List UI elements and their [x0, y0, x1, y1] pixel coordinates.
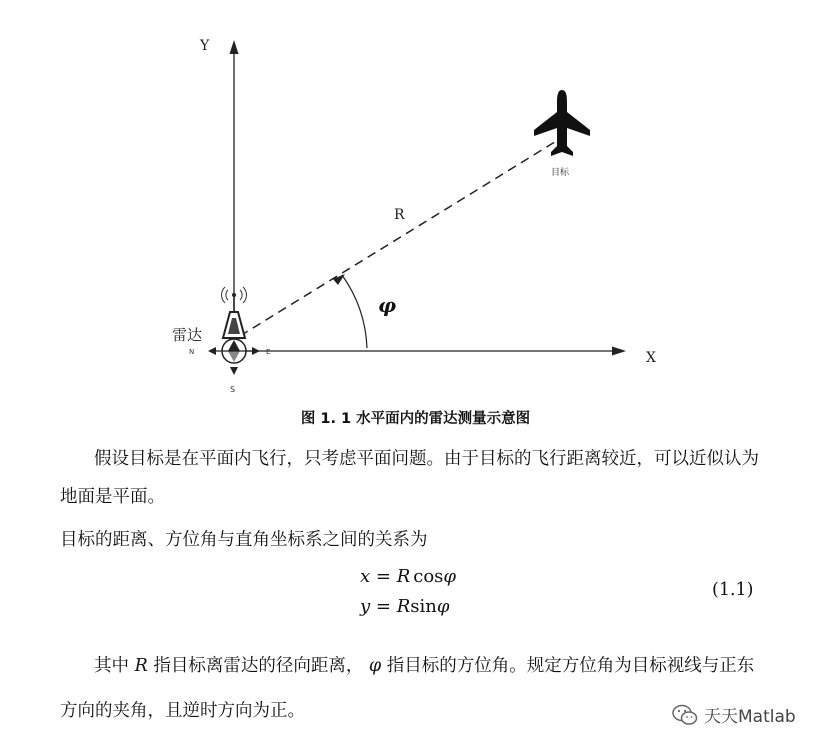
- compass-icon: [208, 339, 260, 375]
- x-axis-arrowhead: [612, 347, 626, 356]
- range-label: R: [394, 207, 405, 223]
- range-line: [240, 140, 558, 336]
- y-axis-arrowhead: [230, 40, 239, 54]
- compass-south-label: S: [230, 385, 236, 394]
- equation-x: x = R cosφ: [360, 566, 457, 587]
- radar-icon: [222, 287, 247, 338]
- airplane-icon: [534, 90, 590, 156]
- azimuth-arc-arrowhead: [333, 274, 345, 285]
- figure-caption: 图 1. 1 水平面内的雷达测量示意图: [300, 411, 531, 427]
- paragraph-assumption: 假设目标是在平面内飞行，只考虑平面问题。由于目标的飞行距离较近，可以近似认为地面是平面。: [60, 449, 759, 507]
- equation-number: (1.1): [712, 580, 754, 600]
- compass-east-label: E: [266, 348, 271, 356]
- wechat-icon: [672, 704, 698, 726]
- watermark: [672, 702, 796, 727]
- watermark-text: 天天Matlab: [704, 707, 796, 727]
- radar-label: 雷达: [172, 326, 203, 344]
- angle-label: φ: [378, 293, 397, 317]
- x-axis-label: X: [646, 350, 656, 366]
- target-label: 目标: [551, 168, 570, 178]
- paragraph-definition: 其中 R 指目标离雷达的径向距离， φ 指目标的方位角。规定方位角为目标视线与正东方向的夹角，且逆时方向为正。: [60, 656, 755, 721]
- azimuth-arc: [342, 275, 367, 348]
- equation-y: y = Rsinφ: [360, 596, 450, 617]
- y-axis-label: Y: [200, 38, 210, 54]
- paragraph-relation: 目标的距离、方位角与直角坐标系之间的关系为: [60, 530, 428, 550]
- compass-north-label: N: [189, 348, 195, 356]
